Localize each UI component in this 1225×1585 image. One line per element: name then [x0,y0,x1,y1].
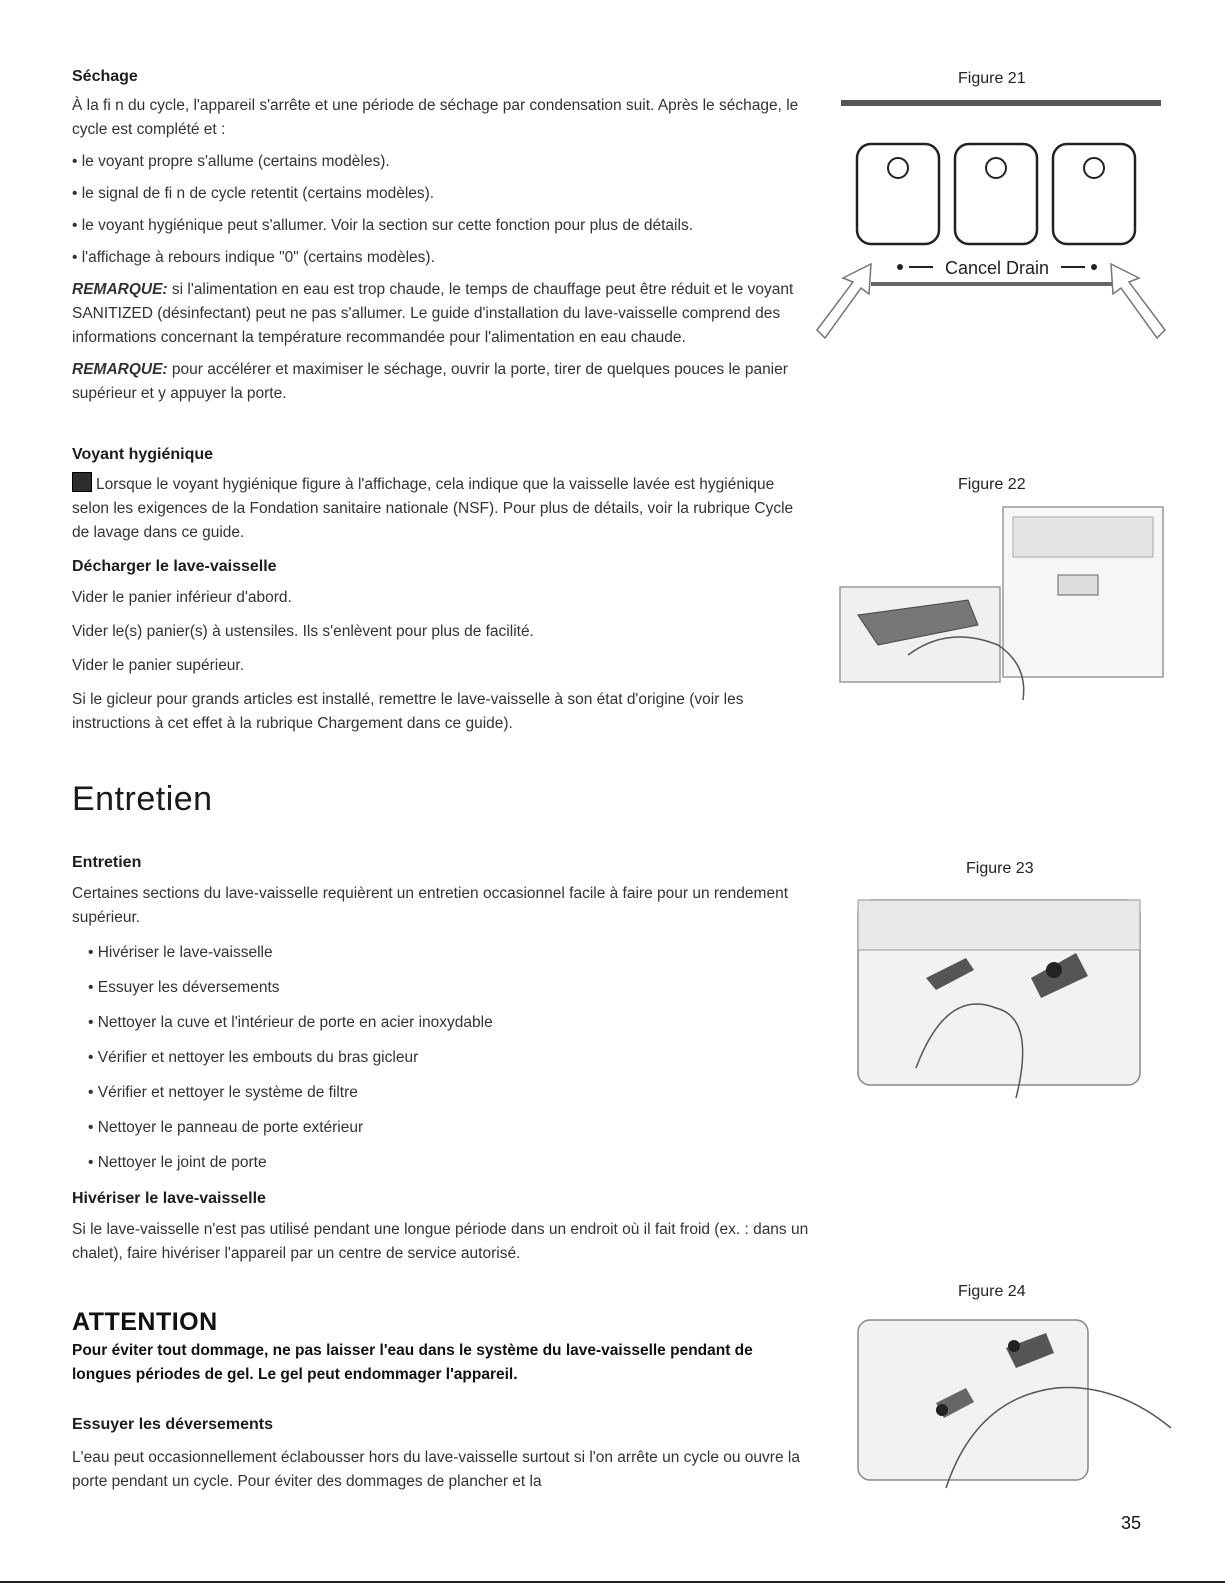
heading-hiveriser: Hivériser le lave-vaisselle [72,1190,266,1207]
section-main-heading [72,780,812,819]
entretien-bullet: • Nettoyer la cuve et l'intérieur de porte en acier inoxydable [88,1011,812,1035]
figure-21-illustration [805,98,1177,348]
heading-decharger: Décharger le lave-vaisselle [72,558,277,575]
sechage-bullet: • le voyant hygiénique peut s'allumer. Voir la section sur cette fonction pour plus de détails. [72,214,812,238]
entretien-bullet: • Vérifier et nettoyer le système de filtre [88,1081,812,1105]
heading-voyant: Voyant hygiénique [72,446,214,463]
attention-text: Pour éviter tout dommage, ne pas laisser l'eau dans le système du lave-vaisselle pendant de longues périodes de gel. Le gel peut endommager l'appareil. [72,1342,753,1383]
essuyer-text: L'eau peut occasionnellement éclabousser hors du lave-vaisselle surtout si l'on arrête un cycle ou ouvre la porte pendant un cycle. Pour éviter des dommages de plancher et la [72,1449,800,1490]
decharger-line: Vider le panier inférieur d'abord. [72,589,292,606]
note-2 [72,358,812,406]
figure-23-illustration [856,898,1143,1128]
heading-essuyer: Essuyer les déversements [72,1416,274,1433]
sechage-bullet: • l'affichage à rebours indique "0" (certains modèles). [72,246,812,270]
main-heading: Entretien [72,780,213,818]
figure-22-illustration [838,505,1171,705]
section-essuyer [72,1416,812,1494]
sechage-intro: À la fi n du cycle, l'appareil s'arrête et une période de séchage par condensation suit. Après le séchage, le cycle est complété et : [72,97,799,138]
entretien-bullet: • Hivériser le lave-vaisselle [88,941,812,965]
note-text: si l'alimentation en eau est trop chaude, le temps de chauffage peut être réduit et le voyant SANITIZED (désinfectant) peut ne pas s'allumer. Le guide d'installation du lave-vaisselle comprend des informations concernant la température recommandée pour l'alimentation en eau chaude. [72,281,794,346]
decharger-line: Vider le(s) panier(s) à ustensiles. Ils s'enlèvent pour plus de facilité. [72,623,534,640]
figure-22-caption: Figure 22 [958,476,1026,493]
note-label: REMARQUE: [72,281,168,298]
figure-24-illustration [856,1318,1176,1498]
heading-sechage: Séchage [72,68,138,85]
section-sechage [72,68,812,406]
heading-entretien: Entretien [72,854,142,871]
voyant-text: Lorsque le voyant hygiénique figure à l'affichage, cela indique que la vaisselle lavée est hygiénique selon les exigences de la Fondation sanitaire nationale (NSF). Pour plus de détails, voir la rubrique Cycle de lavage dans ce guide. [72,472,812,545]
figure-21-caption: Figure 21 [958,70,1026,87]
decharger-line: Vider le panier supérieur. [72,657,245,674]
figure-23-caption: Figure 23 [966,860,1034,877]
sechage-bullet: • le signal de fi n de cycle retentit (certains modèles). [72,182,812,206]
entretien-bullet: • Essuyer les déversements [88,976,812,1000]
note-1 [72,278,812,350]
page-number: 35 [1120,1513,1141,1533]
sechage-bullet: • le voyant propre s'allume (certains modèles). [72,150,812,174]
cancel-drain-label: Cancel Drain [944,258,1050,278]
attention-heading: ATTENTION [72,1308,218,1336]
section-attention [72,1308,812,1387]
section-decharger [72,558,812,736]
bottom-rule [0,1581,1225,1583]
entretien-bullet: • Vérifier et nettoyer les embouts du bras gicleur [88,1046,812,1070]
entretien-bullet: • Nettoyer le panneau de porte extérieur [88,1116,812,1140]
sanitize-indicator-icon [72,472,92,492]
section-entretien [72,854,812,1175]
decharger-line: Si le gicleur pour grands articles est installé, remettre le lave-vaisselle à son état d'origine (voir les instructions à cet effet à la rubrique Chargement dans ce guide). [72,691,744,732]
section-voyant [72,446,812,545]
note-text: pour accélérer et maximiser le séchage, ouvrir la porte, tirer de quelques pouces le panier supérieur et y appuyer la porte. [72,361,788,402]
entretien-intro: Certaines sections du lave-vaisselle requièrent un entretien occasionnel facile à faire pour un rendement supérieur. [72,885,788,926]
note-label: REMARQUE: [72,361,168,378]
entretien-bullet: • Nettoyer le joint de porte [88,1151,812,1175]
section-hiveriser [72,1190,812,1266]
figure-24-caption: Figure 24 [958,1283,1026,1300]
hiveriser-text: Si le lave-vaisselle n'est pas utilisé pendant une longue période dans un endroit où il fait froid (ex. : dans un chalet), faire hivériser l'appareil par un centre de service autorisé. [72,1221,809,1262]
